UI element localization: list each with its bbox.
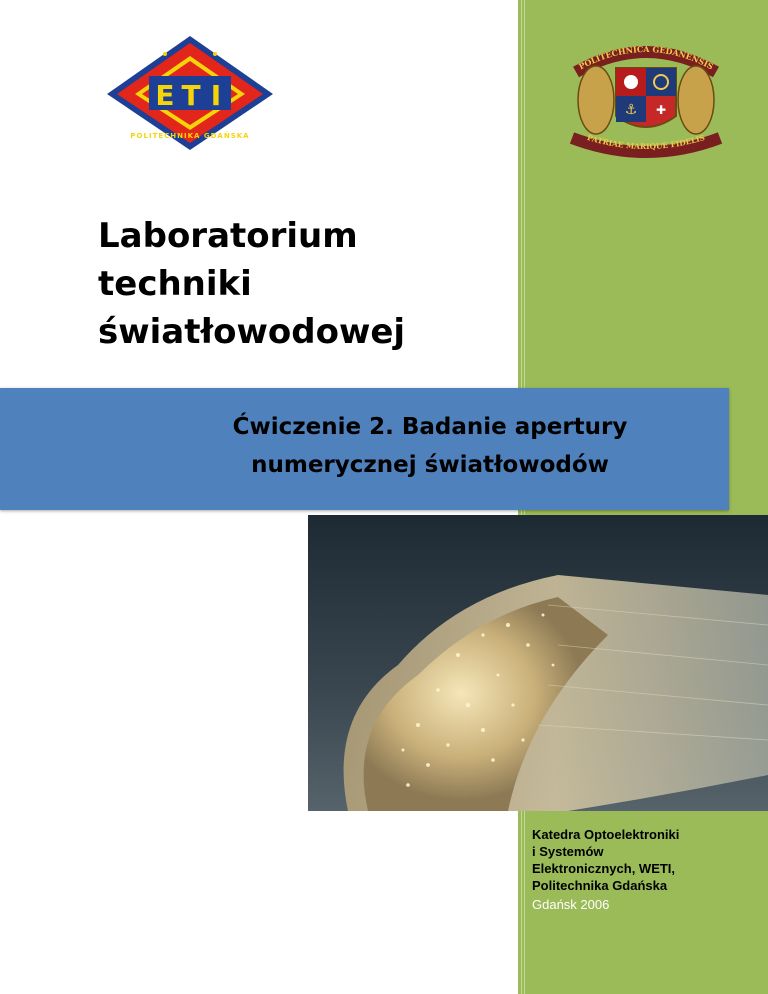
fiber-bundle-photo (308, 515, 768, 811)
department-line: Elektronicznych, WETI, (532, 861, 676, 876)
subtitle-line: Ćwiczenie 2. Badanie apertury (232, 414, 628, 440)
subtitle-line: numerycznej światłowodów (251, 452, 609, 478)
seal-bottom-text: PATRIAE MARIQUE FIDELIS (586, 132, 706, 152)
document-title (98, 212, 498, 356)
lion-left-icon (578, 66, 614, 134)
eti-ring-text: POLITECHNIKA GDAŃSKA (130, 132, 250, 140)
department-line: i Systemów (532, 844, 604, 859)
lion-right-icon (678, 66, 714, 134)
place-date: Gdańsk 2006 (532, 897, 610, 912)
title-line: światłowodowej (98, 312, 406, 352)
eti-letter-t: T (181, 79, 201, 112)
crosses-icon: ✚ (655, 103, 667, 117)
department-line: Katedra Optoelektroniki (532, 827, 680, 842)
eti-letter-e: E (155, 79, 175, 112)
department-line: Politechnika Gdańska (532, 878, 668, 893)
eagle-icon (624, 75, 638, 89)
title-line: techniki (98, 264, 252, 304)
department-info (532, 826, 752, 913)
politechnika-seal (566, 38, 726, 162)
anchor-icon: ⚓ (624, 102, 638, 118)
exercise-subtitle (150, 408, 710, 484)
title-line: Laboratorium (98, 216, 358, 256)
eti-letter-i: I (210, 79, 222, 112)
seal-top-text: POLITECHNICA GEDANENSIS (576, 43, 716, 72)
eti-logo (105, 34, 275, 152)
